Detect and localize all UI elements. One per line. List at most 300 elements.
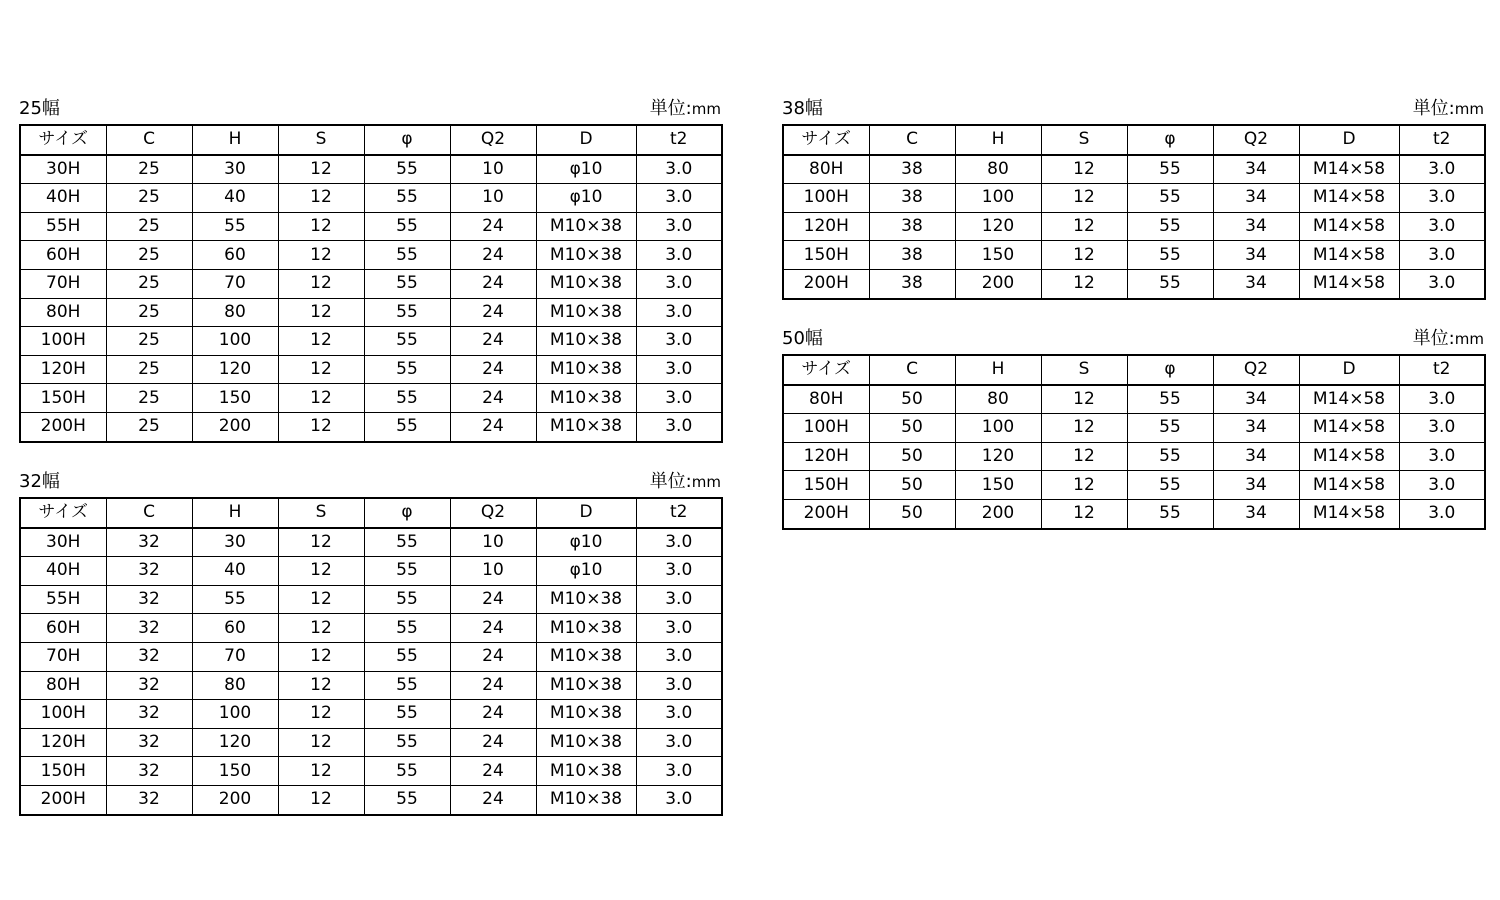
table-cell: 12: [278, 155, 364, 184]
table-title: 25幅: [19, 98, 60, 119]
column-header: S: [278, 125, 364, 155]
table-cell: 55: [364, 355, 450, 384]
table-cell: 80H: [783, 385, 869, 414]
table-row: [20, 528, 722, 557]
table-row: [20, 184, 722, 213]
table-cell: 100: [192, 327, 278, 356]
table-cell: 40: [192, 184, 278, 213]
column-header: S: [278, 498, 364, 528]
column-header: D: [536, 498, 636, 528]
table-cell: 55: [1127, 269, 1213, 298]
column-header: S: [1041, 355, 1127, 385]
table-row: [20, 785, 722, 814]
table-cell: 24: [450, 671, 536, 700]
table-cell: 3.0: [636, 384, 722, 413]
table-cell: 3.0: [636, 212, 722, 241]
table-row: [20, 384, 722, 413]
table-cell: 24: [450, 212, 536, 241]
table-cell: 10: [450, 155, 536, 184]
table-cell: M10×38: [536, 700, 636, 729]
table-cell: M10×38: [536, 728, 636, 757]
table-cell: 120H: [783, 212, 869, 241]
spec-table: [19, 497, 723, 816]
table-cell: 3.0: [636, 269, 722, 298]
column-header: D: [536, 125, 636, 155]
table-cell: 150: [192, 757, 278, 786]
table-cell: 30: [192, 528, 278, 557]
table-cell: 55: [364, 184, 450, 213]
table-cell: 30H: [20, 155, 106, 184]
table-cell: 150H: [20, 757, 106, 786]
table-row: [20, 155, 722, 184]
table-cell: 200H: [783, 499, 869, 528]
table-title: 32幅: [19, 471, 60, 492]
table-cell: 10: [450, 528, 536, 557]
table-title: 38幅: [782, 98, 823, 119]
table-cell: M14×58: [1299, 212, 1399, 241]
table-cell: 12: [278, 785, 364, 814]
table-cell: 55: [364, 700, 450, 729]
table-cell: 12: [278, 700, 364, 729]
table-cell: 55: [364, 212, 450, 241]
table-cell: 55: [364, 671, 450, 700]
table-cell: 55H: [20, 212, 106, 241]
table-cell: M14×58: [1299, 471, 1399, 500]
column-header: φ: [364, 125, 450, 155]
table-cell: 80H: [20, 298, 106, 327]
block-header: [782, 96, 1484, 124]
column-header: H: [955, 355, 1041, 385]
table-cell: 12: [1041, 241, 1127, 270]
table-row: [783, 414, 1485, 443]
table-cell: 200H: [783, 269, 869, 298]
table-cell: 200H: [20, 412, 106, 441]
column-header: サイズ: [20, 498, 106, 528]
table-cell: M10×38: [536, 757, 636, 786]
table-cell: M10×38: [536, 412, 636, 441]
table-cell: M10×38: [536, 355, 636, 384]
table-cell: 3.0: [1399, 414, 1485, 443]
table-row: [783, 155, 1485, 184]
table-cell: 55: [364, 757, 450, 786]
table-cell: 12: [278, 614, 364, 643]
block-header: [782, 326, 1484, 354]
table-cell: 25: [106, 327, 192, 356]
table-cell: 24: [450, 757, 536, 786]
table-cell: 32: [106, 585, 192, 614]
table-cell: 70: [192, 269, 278, 298]
table-row: [783, 241, 1485, 270]
table-cell: 24: [450, 785, 536, 814]
table-cell: 3.0: [1399, 241, 1485, 270]
table-cell: 40: [192, 557, 278, 586]
table-row: [20, 412, 722, 441]
table-cell: 12: [278, 184, 364, 213]
table-cell: 3.0: [636, 355, 722, 384]
table-cell: 200: [955, 499, 1041, 528]
table-cell: 30H: [20, 528, 106, 557]
table-cell: 12: [278, 528, 364, 557]
table-cell: 12: [278, 557, 364, 586]
table-cell: M14×58: [1299, 385, 1399, 414]
table-cell: 3.0: [636, 642, 722, 671]
table-cell: 12: [278, 757, 364, 786]
table-cell: 32: [106, 642, 192, 671]
table-cell: 55: [364, 557, 450, 586]
table-cell: 32: [106, 671, 192, 700]
table-cell: 100H: [20, 327, 106, 356]
table-cell: 34: [1213, 184, 1299, 213]
table-row: [783, 385, 1485, 414]
table-cell: 25: [106, 355, 192, 384]
table-cell: 3.0: [1399, 385, 1485, 414]
table-cell: 3.0: [1399, 269, 1485, 298]
table-cell: M14×58: [1299, 241, 1399, 270]
table-cell: M10×38: [536, 241, 636, 270]
table-cell: 24: [450, 585, 536, 614]
column-header: C: [869, 125, 955, 155]
column-header: Q2: [450, 498, 536, 528]
table-cell: 24: [450, 298, 536, 327]
table-cell: 55: [364, 298, 450, 327]
table-cell: 50: [869, 385, 955, 414]
table-cell: 12: [278, 212, 364, 241]
table-cell: 55: [364, 614, 450, 643]
table-cell: 12: [278, 585, 364, 614]
table-cell: 3.0: [1399, 499, 1485, 528]
table-cell: M10×38: [536, 384, 636, 413]
table-row: [783, 212, 1485, 241]
table-cell: 80H: [783, 155, 869, 184]
table-cell: 34: [1213, 442, 1299, 471]
table-cell: 12: [1041, 155, 1127, 184]
table-cell: 38: [869, 269, 955, 298]
table-cell: 120H: [20, 728, 106, 757]
table-row: [20, 269, 722, 298]
table-cell: 25: [106, 269, 192, 298]
table-cell: 10: [450, 184, 536, 213]
table-cell: 3.0: [1399, 471, 1485, 500]
table-cell: 32: [106, 614, 192, 643]
table-cell: 34: [1213, 385, 1299, 414]
table-row: [20, 557, 722, 586]
table-cell: 24: [450, 327, 536, 356]
table-cell: 70H: [20, 642, 106, 671]
column-header: H: [955, 125, 1041, 155]
table-cell: 80: [955, 155, 1041, 184]
table-row: [20, 327, 722, 356]
header-row: [783, 355, 1485, 385]
table-cell: 25: [106, 212, 192, 241]
table-cell: 55: [1127, 499, 1213, 528]
table-cell: 12: [278, 671, 364, 700]
table-cell: 34: [1213, 471, 1299, 500]
column-header: Q2: [1213, 355, 1299, 385]
column-header: S: [1041, 125, 1127, 155]
table-cell: 100H: [783, 414, 869, 443]
table-cell: 120: [192, 355, 278, 384]
table-cell: 150H: [20, 384, 106, 413]
table-cell: 3.0: [636, 557, 722, 586]
column-header: t2: [636, 498, 722, 528]
spec-block-38: [782, 96, 1484, 300]
table-cell: 24: [450, 269, 536, 298]
table-cell: 80: [955, 385, 1041, 414]
table-cell: 55: [364, 269, 450, 298]
table-cell: 24: [450, 728, 536, 757]
table-cell: 60: [192, 241, 278, 270]
table-cell: 200: [192, 785, 278, 814]
column-header: H: [192, 125, 278, 155]
table-cell: 150: [192, 384, 278, 413]
table-cell: 200: [192, 412, 278, 441]
table-cell: 12: [1041, 269, 1127, 298]
table-cell: 24: [450, 241, 536, 270]
table-cell: 12: [1041, 471, 1127, 500]
table-cell: 38: [869, 155, 955, 184]
block-header: [19, 96, 721, 124]
table-cell: 38: [869, 241, 955, 270]
table-cell: 55: [1127, 442, 1213, 471]
table-cell: 55: [1127, 184, 1213, 213]
table-cell: 55: [1127, 414, 1213, 443]
table-cell: 55: [364, 384, 450, 413]
table-cell: 3.0: [636, 614, 722, 643]
table-cell: 32: [106, 557, 192, 586]
table-row: [783, 269, 1485, 298]
table-cell: 3.0: [1399, 442, 1485, 471]
table-cell: 55: [364, 412, 450, 441]
column-header: サイズ: [783, 355, 869, 385]
header-row: [20, 498, 722, 528]
table-cell: 30: [192, 155, 278, 184]
column-header: H: [192, 498, 278, 528]
table-cell: 32: [106, 700, 192, 729]
table-cell: 12: [278, 642, 364, 671]
column-header: t2: [1399, 355, 1485, 385]
table-cell: M14×58: [1299, 184, 1399, 213]
table-cell: 34: [1213, 269, 1299, 298]
table-cell: 12: [278, 412, 364, 441]
table-cell: 34: [1213, 212, 1299, 241]
table-row: [20, 212, 722, 241]
table-cell: 12: [278, 728, 364, 757]
table-cell: 120: [955, 442, 1041, 471]
unit-label: 単位:mm: [1412, 98, 1484, 119]
column-header: Q2: [1213, 125, 1299, 155]
table-cell: 3.0: [1399, 212, 1485, 241]
table-cell: 12: [278, 327, 364, 356]
table-cell: 3.0: [636, 327, 722, 356]
table-cell: 80H: [20, 671, 106, 700]
table-cell: 34: [1213, 241, 1299, 270]
table-cell: 32: [106, 757, 192, 786]
table-cell: 25: [106, 241, 192, 270]
table-cell: 24: [450, 384, 536, 413]
table-cell: 150: [955, 471, 1041, 500]
table-cell: 32: [106, 528, 192, 557]
table-cell: 70: [192, 642, 278, 671]
table-cell: 55: [192, 585, 278, 614]
table-cell: 55: [364, 642, 450, 671]
table-cell: 24: [450, 355, 536, 384]
spec-table: [782, 124, 1486, 300]
table-cell: 50: [869, 442, 955, 471]
table-cell: 50: [869, 471, 955, 500]
table-cell: 32: [106, 785, 192, 814]
table-row: [783, 184, 1485, 213]
table-cell: 60: [192, 614, 278, 643]
table-row: [20, 671, 722, 700]
table-cell: 12: [278, 298, 364, 327]
table-cell: 12: [1041, 385, 1127, 414]
table-row: [20, 642, 722, 671]
table-cell: 150H: [783, 241, 869, 270]
table-row: [20, 728, 722, 757]
table-cell: 55: [192, 212, 278, 241]
table-cell: 34: [1213, 155, 1299, 184]
table-cell: 200: [955, 269, 1041, 298]
spec-block-25: [19, 96, 721, 443]
column-header: C: [869, 355, 955, 385]
table-cell: 34: [1213, 414, 1299, 443]
table-cell: 10: [450, 557, 536, 586]
spec-block-32: [19, 469, 721, 816]
table-row: [783, 442, 1485, 471]
table-row: [783, 499, 1485, 528]
table-cell: 120: [955, 212, 1041, 241]
table-cell: 100H: [783, 184, 869, 213]
table-title: 50幅: [782, 328, 823, 349]
table-cell: 32: [106, 728, 192, 757]
table-cell: 3.0: [636, 728, 722, 757]
table-cell: M10×38: [536, 327, 636, 356]
table-cell: 200H: [20, 785, 106, 814]
table-cell: M10×38: [536, 585, 636, 614]
table-cell: 80: [192, 671, 278, 700]
table-cell: 12: [1041, 184, 1127, 213]
table-cell: M10×38: [536, 212, 636, 241]
table-cell: 80: [192, 298, 278, 327]
table-cell: 3.0: [636, 671, 722, 700]
table-row: [20, 298, 722, 327]
table-cell: φ10: [536, 155, 636, 184]
table-cell: M10×38: [536, 298, 636, 327]
table-cell: 3.0: [1399, 184, 1485, 213]
table-cell: 55: [1127, 385, 1213, 414]
table-cell: 55: [1127, 155, 1213, 184]
table-cell: 12: [1041, 414, 1127, 443]
table-cell: 12: [278, 355, 364, 384]
table-cell: 100H: [20, 700, 106, 729]
table-cell: M14×58: [1299, 414, 1399, 443]
table-cell: φ10: [536, 528, 636, 557]
table-cell: 150H: [783, 471, 869, 500]
table-cell: 50: [869, 499, 955, 528]
table-cell: 40H: [20, 184, 106, 213]
table-cell: 25: [106, 155, 192, 184]
table-cell: 38: [869, 184, 955, 213]
unit-label: 単位:mm: [1412, 328, 1484, 349]
table-cell: 120H: [783, 442, 869, 471]
table-cell: M14×58: [1299, 499, 1399, 528]
column-header: t2: [1399, 125, 1485, 155]
table-cell: 60H: [20, 614, 106, 643]
table-cell: M10×38: [536, 785, 636, 814]
table-cell: 55: [1127, 241, 1213, 270]
column-header: サイズ: [20, 125, 106, 155]
column-header: t2: [636, 125, 722, 155]
table-cell: 3.0: [636, 155, 722, 184]
table-cell: 50: [869, 414, 955, 443]
table-row: [783, 471, 1485, 500]
table-cell: 24: [450, 642, 536, 671]
table-cell: 120: [192, 728, 278, 757]
column-header: φ: [1127, 355, 1213, 385]
table-cell: 25: [106, 298, 192, 327]
table-cell: M10×38: [536, 269, 636, 298]
table-cell: 3.0: [636, 241, 722, 270]
table-cell: 3.0: [636, 700, 722, 729]
table-cell: 55: [364, 728, 450, 757]
column-header: φ: [364, 498, 450, 528]
table-cell: 12: [278, 384, 364, 413]
table-cell: 100: [955, 414, 1041, 443]
column-header: D: [1299, 125, 1399, 155]
table-cell: 24: [450, 700, 536, 729]
table-cell: M14×58: [1299, 155, 1399, 184]
table-cell: 25: [106, 412, 192, 441]
table-cell: 24: [450, 614, 536, 643]
column-header: D: [1299, 355, 1399, 385]
table-cell: 100: [192, 700, 278, 729]
table-cell: 3.0: [636, 528, 722, 557]
block-header: [19, 469, 721, 497]
table-cell: M14×58: [1299, 269, 1399, 298]
table-cell: 55: [364, 155, 450, 184]
column-header: C: [106, 125, 192, 155]
table-cell: 150: [955, 241, 1041, 270]
header-row: [783, 125, 1485, 155]
table-cell: 70H: [20, 269, 106, 298]
table-cell: 3.0: [636, 585, 722, 614]
table-cell: 60H: [20, 241, 106, 270]
column-header: C: [106, 498, 192, 528]
table-row: [20, 757, 722, 786]
table-cell: M14×58: [1299, 442, 1399, 471]
table-cell: 55: [1127, 471, 1213, 500]
table-cell: 55: [364, 241, 450, 270]
table-cell: φ10: [536, 184, 636, 213]
table-cell: φ10: [536, 557, 636, 586]
unit-label: 単位:mm: [649, 98, 721, 119]
table-cell: 12: [278, 241, 364, 270]
table-row: [20, 585, 722, 614]
table-cell: 3.0: [636, 184, 722, 213]
table-cell: 12: [1041, 212, 1127, 241]
table-row: [20, 355, 722, 384]
table-cell: 12: [1041, 442, 1127, 471]
column-header: φ: [1127, 125, 1213, 155]
table-cell: 40H: [20, 557, 106, 586]
table-cell: M10×38: [536, 671, 636, 700]
table-cell: 25: [106, 184, 192, 213]
table-cell: 120H: [20, 355, 106, 384]
table-cell: 55: [364, 327, 450, 356]
table-row: [20, 614, 722, 643]
column-header: Q2: [450, 125, 536, 155]
table-cell: 3.0: [1399, 155, 1485, 184]
